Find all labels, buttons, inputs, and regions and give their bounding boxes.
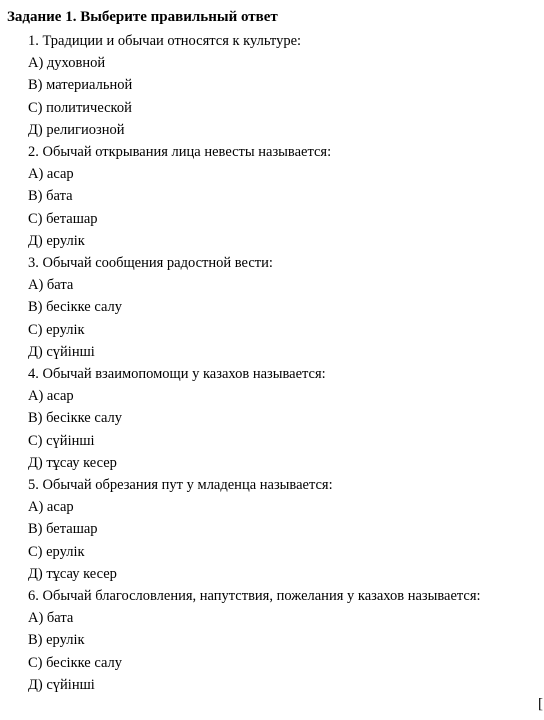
answer-option: В) бата: [28, 188, 73, 205]
answer-option: Д) религиозной: [28, 121, 125, 138]
answer-option: Д) тұсау кесер: [28, 565, 117, 582]
answer-option: Д) сүйінші: [28, 343, 95, 360]
answer-option: А) духовной: [28, 55, 106, 72]
answer-option: С) ерулік: [28, 543, 85, 560]
answer-option: А) асар: [28, 499, 74, 516]
answer-option: А) асар: [28, 388, 74, 405]
question-text: 1. Традиции и обычаи относятся к культуре:: [28, 33, 302, 49]
answer-option: В) ерулік: [28, 632, 85, 649]
answer-option: Д) тұсау кесер: [28, 454, 117, 471]
answer-option: С) сүйінші: [28, 432, 95, 449]
answer-option: В) бесікке салу: [28, 299, 123, 316]
answer-option: С) ерулік: [28, 321, 85, 338]
question-text: 5. Обычай обрезания пут у младенца называется:: [28, 477, 333, 493]
answer-option: С) политической: [28, 99, 132, 116]
answer-option: В) материальной: [28, 77, 133, 94]
answer-option: А) бата: [28, 277, 74, 294]
answer-option: С) бесікке салу: [28, 654, 123, 671]
answer-option: В) бесікке салу: [28, 410, 123, 427]
answer-option: Д) ерулік: [28, 232, 85, 249]
task-title: Задание 1. Выберите правильный ответ: [7, 9, 278, 25]
question-text: 6. Обычай благословления, напутствия, пожелания у казахов называется:: [28, 588, 481, 604]
edge-bracket-mark: [: [538, 696, 543, 712]
answer-option: Д) сүйінші: [28, 676, 95, 693]
question-text: 4. Обычай взаимопомощи у казахов называется:: [28, 366, 326, 382]
answer-option: С) беташар: [28, 210, 98, 227]
answer-option: А) асар: [28, 166, 74, 183]
answer-option: А) бата: [28, 610, 74, 627]
question-text: 3. Обычай сообщения радостной вести:: [28, 255, 273, 271]
question-text: 2. Обычай открывания лица невесты называется:: [28, 144, 332, 160]
answer-option: В) беташар: [28, 521, 98, 538]
